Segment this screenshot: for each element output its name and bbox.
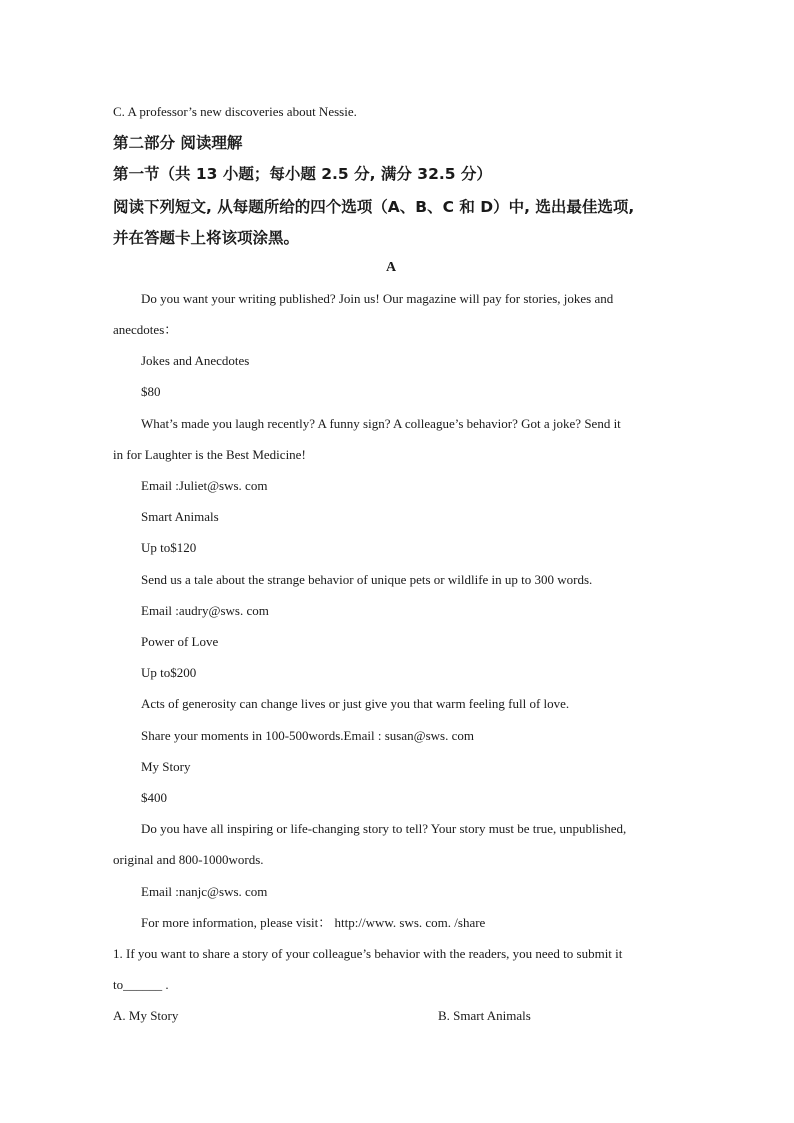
jokes-title: Jokes and Anecdotes — [141, 353, 250, 368]
more-info: For more information, please visit： http://www. sws. com. /share — [141, 915, 486, 930]
love-title: Power of Love — [141, 634, 219, 649]
story-pay: $400 — [141, 790, 167, 805]
animals-desc: Send us a tale about the strange behavior of unique pets or wildlife in up to 300 words. — [141, 572, 593, 587]
love-share: Share your moments in 100-500words.Email : susan@sws. com — [141, 728, 474, 743]
love-desc: Acts of generosity can change lives or just give you that warm feeling full of love. — [141, 696, 570, 711]
passage-label: A — [385, 260, 397, 275]
previous-question-option-c: C. A professor’s new discoveries about Nessie. — [113, 104, 357, 119]
story-email: Email :nanjc@sws. com — [141, 884, 268, 899]
option-b: B. Smart Animals — [438, 1008, 531, 1023]
instruction-line-2: 并在答题卡上将该项涂黑。 — [113, 229, 300, 247]
animals-pay: Up to$120 — [141, 540, 197, 555]
part-title: 第二部分 阅读理解 — [113, 134, 243, 152]
jokes-desc-line-2: in for Laughter is the Best Medicine! — [113, 447, 306, 462]
section-title: 第一节（共 13 小题；每小题 2.5 分, 满分 32.5 分） — [113, 165, 492, 183]
animals-title: Smart Animals — [141, 509, 219, 524]
question-1-line-1: 1. If you want to share a story of your colleague’s behavior with the readers, you need to submit it — [113, 946, 623, 961]
story-desc-line-1: Do you have all inspiring or life-changing story to tell? Your story must be true, unpublished, — [141, 821, 627, 836]
jokes-pay: $80 — [141, 384, 161, 399]
story-title: My Story — [141, 759, 191, 774]
love-pay: Up to$200 — [141, 665, 197, 680]
option-a: A. My Story — [113, 1008, 179, 1023]
jokes-email: Email :Juliet@sws. com — [141, 478, 268, 493]
jokes-desc-line-1: What’s made you laugh recently? A funny sign? A colleague’s behavior? Got a joke? Send it — [141, 416, 621, 431]
intro-line-1: Do you want your writing published? Join us! Our magazine will pay for stories, jokes and — [141, 291, 614, 306]
question-1-line-2: to______ . — [113, 977, 169, 992]
intro-line-2: anecdotes： — [113, 322, 178, 337]
animals-email: Email :audry@sws. com — [141, 603, 269, 618]
instruction-line-1: 阅读下列短文, 从每题所给的四个选项（A、B、C 和 D）中, 选出最佳选项, — [113, 198, 635, 216]
story-desc-line-2: original and 800-1000words. — [113, 852, 264, 867]
